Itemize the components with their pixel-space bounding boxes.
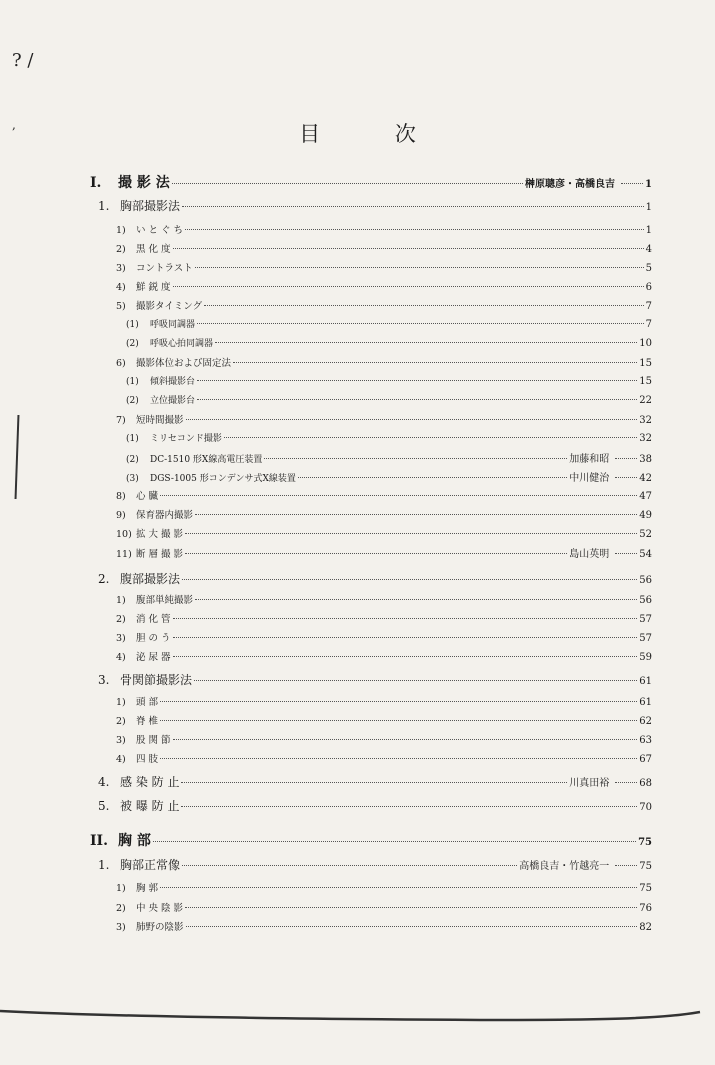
dot-leader — [160, 711, 637, 721]
toc-entry-label: 胸部撮影法 — [120, 199, 181, 213]
toc-entry-label: 頭 部 — [136, 697, 159, 708]
toc-entry-page-number: 4 — [645, 244, 652, 255]
toc-entry-number: (1) — [126, 377, 139, 387]
dot-leader — [173, 628, 638, 638]
toc-entry-page-number: 5 — [645, 263, 652, 274]
toc-entry — [116, 900, 652, 914]
dot-leader — [186, 917, 638, 927]
dot-leader — [173, 730, 638, 740]
toc-entry-number: 2) — [116, 244, 126, 255]
toc-entry-page-number: 38 — [639, 454, 652, 465]
dot-leader — [153, 828, 636, 842]
dot-leader — [195, 505, 637, 515]
toc-entry — [116, 611, 652, 625]
toc-entry-label: 肺野の陰影 — [136, 922, 184, 933]
toc-entry-label: 中 央 陰 影 — [136, 903, 184, 914]
toc-entry-label: 心 臓 — [136, 491, 159, 502]
toc-entry-label: DGS-1005 形コンデンサ式X線装置 — [150, 474, 296, 484]
toc-entry-label: 断 層 撮 影 — [136, 549, 184, 560]
toc-entry-label: ミリセコンド撮影 — [150, 434, 222, 444]
toc-entry-number: 10) — [116, 529, 132, 540]
dot-leader — [173, 277, 644, 287]
toc-entry-page-number: 62 — [639, 716, 652, 727]
toc-entry-page-number: 82 — [639, 922, 652, 933]
toc-entry-label: 脊 椎 — [136, 716, 159, 727]
dot-leader — [195, 258, 644, 268]
toc-entry-number: 1) — [116, 595, 126, 606]
toc-entry — [116, 507, 652, 521]
dot-leader — [298, 469, 567, 478]
margin-scratch-line — [15, 415, 20, 499]
toc-entry — [116, 222, 652, 236]
toc-entry-label: 拡 大 撮 影 — [136, 529, 184, 540]
toc-entry-label: 短時間撮影 — [136, 415, 184, 426]
toc-entry-page-number: 32 — [639, 433, 652, 444]
toc-entry-number: 2) — [116, 903, 126, 914]
dot-leader — [204, 296, 644, 306]
toc-entry-label: 胸 部 — [118, 833, 151, 849]
toc-entry — [90, 830, 652, 850]
dot-leader — [185, 898, 637, 908]
margin-mark-top: ? / — [12, 50, 34, 71]
toc-entry — [98, 671, 652, 688]
dot-leader — [181, 771, 567, 783]
toc-entry — [116, 630, 652, 644]
dot-leader — [194, 669, 637, 681]
toc-entry-page-number: 67 — [639, 754, 652, 765]
toc-entry — [126, 431, 652, 444]
dot-leader — [186, 410, 638, 420]
toc-entry-number: 9) — [116, 510, 126, 521]
toc-entry-page-number: 7 — [645, 319, 652, 330]
toc-entry-label: 消 化 管 — [136, 614, 171, 625]
toc-entry-number: 3. — [98, 673, 110, 687]
toc-entry-page-number: 59 — [639, 652, 652, 663]
dot-leader — [185, 220, 644, 230]
toc-entry-number: 2) — [116, 716, 126, 727]
dot-leader — [233, 353, 637, 363]
toc-entry-page-number: 61 — [639, 697, 652, 708]
toc-entry-number: (2) — [126, 396, 139, 406]
dot-leader — [615, 854, 637, 866]
toc-entry — [98, 570, 652, 587]
toc-entry-number: 3) — [116, 922, 126, 933]
toc-entry-page-number: 56 — [639, 595, 652, 606]
toc-entry-label: 胸 郭 — [136, 883, 159, 894]
dot-leader — [615, 771, 637, 783]
toc-entry-label: コントラスト — [136, 263, 193, 274]
toc-entry-author: 加藤和昭 — [569, 454, 610, 465]
toc-entry-number: 4. — [98, 775, 110, 789]
toc-entry-page-number: 49 — [639, 510, 652, 521]
toc-entry — [116, 260, 652, 274]
page-title: 目 次 — [299, 122, 450, 146]
page-bottom-edge — [0, 1008, 715, 1022]
toc-entry-page-number: 75 — [639, 883, 652, 894]
dot-leader — [172, 170, 523, 184]
toc-entry — [98, 797, 652, 814]
toc-entry — [116, 751, 652, 765]
toc-entry-label: 傾斜撮影台 — [150, 377, 196, 387]
toc-entry-label: 黒 化 度 — [136, 244, 171, 255]
toc-entry-number: 3) — [116, 263, 126, 274]
dot-leader — [615, 450, 637, 459]
toc-entry-label: 呼吸心拍同調器 — [150, 339, 214, 349]
toc-entry-number: 1) — [116, 697, 126, 708]
dot-leader — [615, 544, 637, 554]
dot-leader — [195, 590, 637, 600]
toc-entry-number: (2) — [126, 455, 139, 465]
toc-entry-author: 川真田裕 — [569, 778, 610, 789]
toc-entry-page-number: 75 — [638, 837, 652, 848]
toc-entry — [116, 526, 652, 540]
toc-entry — [116, 298, 652, 312]
toc-entry-number: I. — [90, 175, 102, 191]
toc-entry-page-number: 54 — [639, 549, 652, 560]
toc-entry-page-number: 7 — [645, 301, 652, 312]
toc-entry-label: 撮影タイミング — [136, 301, 203, 312]
toc-entry — [116, 713, 652, 727]
toc-entry-label: 胆 の う — [136, 633, 171, 644]
toc-entry-page-number: 32 — [639, 415, 652, 426]
toc-entry-number: 4) — [116, 652, 126, 663]
toc-entry-page-number: 47 — [639, 491, 652, 502]
toc-entry-label: 立位撮影台 — [150, 396, 196, 406]
toc-entry — [116, 592, 652, 606]
toc-entry-number: 1. — [98, 199, 110, 213]
toc-entry-page-number: 6 — [645, 282, 652, 293]
toc-entry-number: (3) — [126, 474, 139, 484]
toc-entry-label: 四 肢 — [136, 754, 159, 765]
dot-leader — [181, 795, 637, 807]
dot-leader — [185, 544, 567, 554]
toc-entry — [126, 469, 652, 484]
dot-leader — [215, 334, 637, 343]
toc-entry-page-number: 57 — [639, 614, 652, 625]
toc-entry-number: II. — [90, 833, 108, 849]
toc-entry-label: 泌 尿 器 — [136, 652, 171, 663]
toc-entry — [126, 317, 652, 330]
dot-leader — [621, 170, 643, 184]
toc-entry — [126, 336, 652, 349]
toc-entry-author: 高橋良吉・竹越亮一 — [519, 861, 610, 872]
toc-entry-page-number: 10 — [639, 338, 652, 349]
toc-entry-page-number: 56 — [639, 575, 652, 586]
dot-leader — [197, 315, 644, 324]
toc-entry-label: 腹部撮影法 — [120, 572, 181, 586]
toc-entry-label: 被 曝 防 止 — [120, 799, 180, 813]
toc-entry-page-number: 22 — [639, 395, 652, 406]
toc-entry — [116, 880, 652, 894]
toc-entry — [116, 488, 652, 502]
dot-leader — [197, 391, 637, 400]
toc-entry-label: 保育器内撮影 — [136, 510, 194, 521]
toc-entry-page-number: 57 — [639, 633, 652, 644]
toc-entry-label: 鮮 鋭 度 — [136, 282, 171, 293]
toc-entry-page-number: 70 — [639, 802, 652, 813]
dot-leader — [160, 692, 637, 702]
toc-entry-author: 島山英明 — [569, 549, 610, 560]
toc-entry — [98, 197, 652, 214]
toc-entry-number: 5) — [116, 301, 126, 312]
toc-entry — [90, 172, 652, 192]
toc-entry-label: DC-1510 形X線高電圧装置 — [150, 455, 263, 465]
toc-entry-author: 榊原聰彦・高橋良吉 — [525, 179, 616, 190]
toc-entry — [116, 694, 652, 708]
toc-entry-page-number: 76 — [639, 903, 652, 914]
toc-entry-page-number: 15 — [639, 376, 652, 387]
dot-leader — [197, 372, 637, 381]
toc-entry-number: (1) — [126, 320, 139, 330]
dot-leader — [182, 195, 644, 207]
toc-entry — [116, 412, 652, 426]
toc-entry-number: (2) — [126, 339, 139, 349]
toc-entry-number: (1) — [126, 434, 139, 444]
toc-entry-label: 股 関 節 — [136, 735, 171, 746]
dot-leader — [615, 469, 637, 478]
toc-entry-label: 骨関節撮影法 — [120, 673, 193, 687]
toc-entry-number: 8) — [116, 491, 126, 502]
toc-entry — [116, 355, 652, 369]
toc-entry-number: 2. — [98, 572, 110, 586]
toc-entry — [126, 374, 652, 387]
toc-entry-number: 7) — [116, 415, 126, 426]
toc-entry-label: い と ぐ ち — [136, 225, 184, 236]
toc-entry-number: 4) — [116, 282, 126, 293]
toc-entry-number: 4) — [116, 754, 126, 765]
toc-entry — [98, 773, 652, 790]
toc-entry — [98, 856, 652, 873]
toc-entry-page-number: 52 — [639, 529, 652, 540]
dot-leader — [224, 429, 637, 438]
toc-entry-number: 2) — [116, 614, 126, 625]
toc-entry-page-number: 1 — [645, 202, 652, 213]
toc-entry — [126, 450, 652, 465]
toc-entry-page-number: 75 — [639, 861, 652, 872]
toc-entry — [116, 545, 652, 560]
toc-entry-number: 1. — [98, 858, 110, 872]
toc-entry-label: 胸部正常像 — [120, 858, 181, 872]
toc-entry — [116, 649, 652, 663]
toc-entry — [116, 732, 652, 746]
toc-entry-page-number: 63 — [639, 735, 652, 746]
toc-entry — [116, 919, 652, 933]
toc-entry-page-number: 42 — [639, 473, 652, 484]
dot-leader — [160, 749, 637, 759]
dot-leader — [173, 647, 638, 657]
toc-entry-label: 感 染 防 止 — [120, 775, 180, 789]
dot-leader — [185, 524, 637, 534]
dot-leader — [182, 854, 517, 866]
toc-entry-page-number: 1 — [645, 179, 652, 190]
toc-entry-number: 11) — [116, 549, 132, 560]
dot-leader — [173, 609, 638, 619]
toc-entry-page-number: 1 — [645, 225, 652, 236]
toc-entry-label: 撮 影 法 — [118, 175, 170, 191]
toc-entry — [116, 279, 652, 293]
toc-entry — [116, 241, 652, 255]
dot-leader — [264, 450, 567, 459]
margin-mark-small: , — [12, 118, 16, 132]
toc-entry-author: 中川健治 — [569, 473, 610, 484]
toc-entry-number: 5. — [98, 799, 110, 813]
dot-leader — [160, 486, 637, 496]
dot-leader — [182, 568, 637, 580]
dot-leader — [173, 239, 644, 249]
toc-entry-number: 6) — [116, 358, 126, 369]
toc-entry-page-number: 15 — [639, 358, 652, 369]
toc-entry-number: 3) — [116, 633, 126, 644]
toc-entry-number: 3) — [116, 735, 126, 746]
toc-entry — [126, 393, 652, 406]
toc-entry-page-number: 68 — [639, 778, 652, 789]
toc-entry-label: 呼吸同調器 — [150, 320, 196, 330]
toc-entry-label: 撮影体位および固定法 — [136, 358, 232, 369]
toc-entry-page-number: 61 — [639, 676, 652, 687]
toc-entry-number: 1) — [116, 883, 126, 894]
dot-leader — [160, 878, 637, 888]
toc-entry-number: 1) — [116, 225, 126, 236]
toc-entry-label: 腹部単純撮影 — [136, 595, 194, 606]
